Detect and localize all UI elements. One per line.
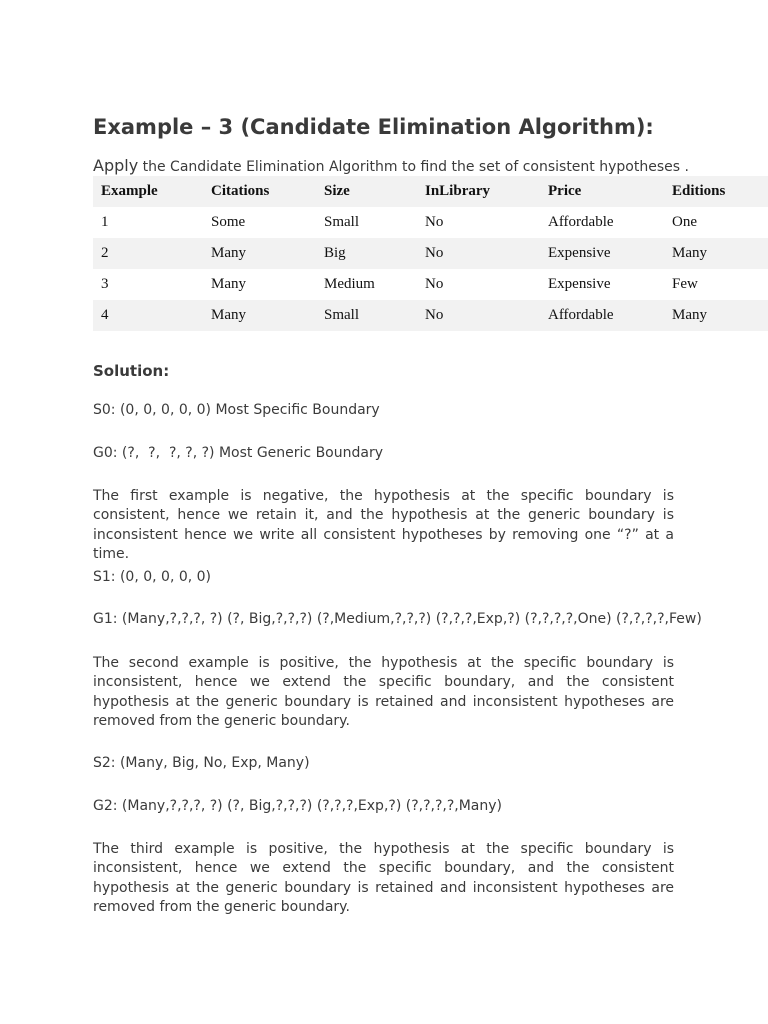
cell-example: 4 xyxy=(93,300,203,331)
cell-editions: Many xyxy=(664,238,768,269)
column-header-editions: Editions xyxy=(664,176,768,207)
g0-boundary: G0: (?, ?, ?, ?, ?) Most Generic Boundary xyxy=(93,445,383,461)
cell-example: 2 xyxy=(93,238,203,269)
table-header-row xyxy=(93,176,768,207)
column-header-inlibrary: InLibrary xyxy=(417,176,540,207)
column-header-size: Size xyxy=(316,176,417,207)
intro-lead: Apply xyxy=(93,156,139,175)
s2-boundary: S2: (Many, Big, No, Exp, Many) xyxy=(93,755,310,771)
table-row xyxy=(93,269,768,300)
cell-inlibrary: No xyxy=(417,300,540,331)
cell-citations: Many xyxy=(203,300,316,331)
cell-inlibrary: No xyxy=(417,238,540,269)
cell-size: Medium xyxy=(316,269,417,300)
column-header-example: Example xyxy=(93,176,203,207)
cell-price: Affordable xyxy=(540,300,664,331)
cell-citations: Many xyxy=(203,269,316,300)
s0-boundary: S0: (0, 0, 0, 0, 0) Most Specific Boundary xyxy=(93,402,380,418)
column-header-citations: Citations xyxy=(203,176,316,207)
s1-boundary: S1: (0, 0, 0, 0, 0) xyxy=(93,569,212,585)
g1-boundary: G1: (Many,?,?,?, ?) (?, Big,?,?,?) (?,Medium,?,?,?) (?,?,?,Exp,?) (?,?,?,?,One) (?,?,?,?,Few) xyxy=(93,611,702,627)
table-row xyxy=(93,207,768,238)
training-examples-table xyxy=(93,176,768,331)
solution-heading: Solution: xyxy=(93,362,170,380)
cell-editions: Many xyxy=(664,300,768,331)
page-title: Example – 3 (Candidate Elimination Algorithm): xyxy=(93,115,654,139)
cell-price: Expensive xyxy=(540,238,664,269)
paragraph-second-example: The second example is positive, the hypothesis at the specific boundary is inconsistent, hence we extend the specific boundary, and the consistent hypothesis at the generic boundary is retained and inconsistent hypotheses are removed from the generic boundary. xyxy=(93,655,674,729)
cell-size: Small xyxy=(316,207,417,238)
cell-inlibrary: No xyxy=(417,269,540,300)
g2-boundary: G2: (Many,?,?,?, ?) (?, Big,?,?,?) (?,?,?,Exp,?) (?,?,?,?,Many) xyxy=(93,798,502,814)
cell-price: Affordable xyxy=(540,207,664,238)
cell-size: Big xyxy=(316,238,417,269)
column-header-price: Price xyxy=(540,176,664,207)
table-row xyxy=(93,300,768,331)
intro-text xyxy=(93,156,689,175)
cell-example: 3 xyxy=(93,269,203,300)
paragraph-third-example: The third example is positive, the hypothesis at the specific boundary is inconsistent, hence we extend the specific boundary, and the consistent hypothesis at the generic boundary is retained and inconsistent hypotheses are removed from the generic boundary. xyxy=(93,841,674,915)
cell-price: Expensive xyxy=(540,269,664,300)
cell-size: Small xyxy=(316,300,417,331)
cell-citations: Many xyxy=(203,238,316,269)
intro-rest: the Candidate Elimination Algorithm to find the set of consistent hypotheses . xyxy=(138,159,689,175)
paragraph-first-example: The first example is negative, the hypothesis at the specific boundary is consistent, hence we retain it, and the hypothesis at the generic boundary is inconsistent hence we write all consistent hypotheses by removing one “?” at a time. xyxy=(93,488,674,562)
cell-editions: One xyxy=(664,207,768,238)
cell-editions: Few xyxy=(664,269,768,300)
cell-example: 1 xyxy=(93,207,203,238)
table-row xyxy=(93,238,768,269)
cell-citations: Some xyxy=(203,207,316,238)
cell-inlibrary: No xyxy=(417,207,540,238)
